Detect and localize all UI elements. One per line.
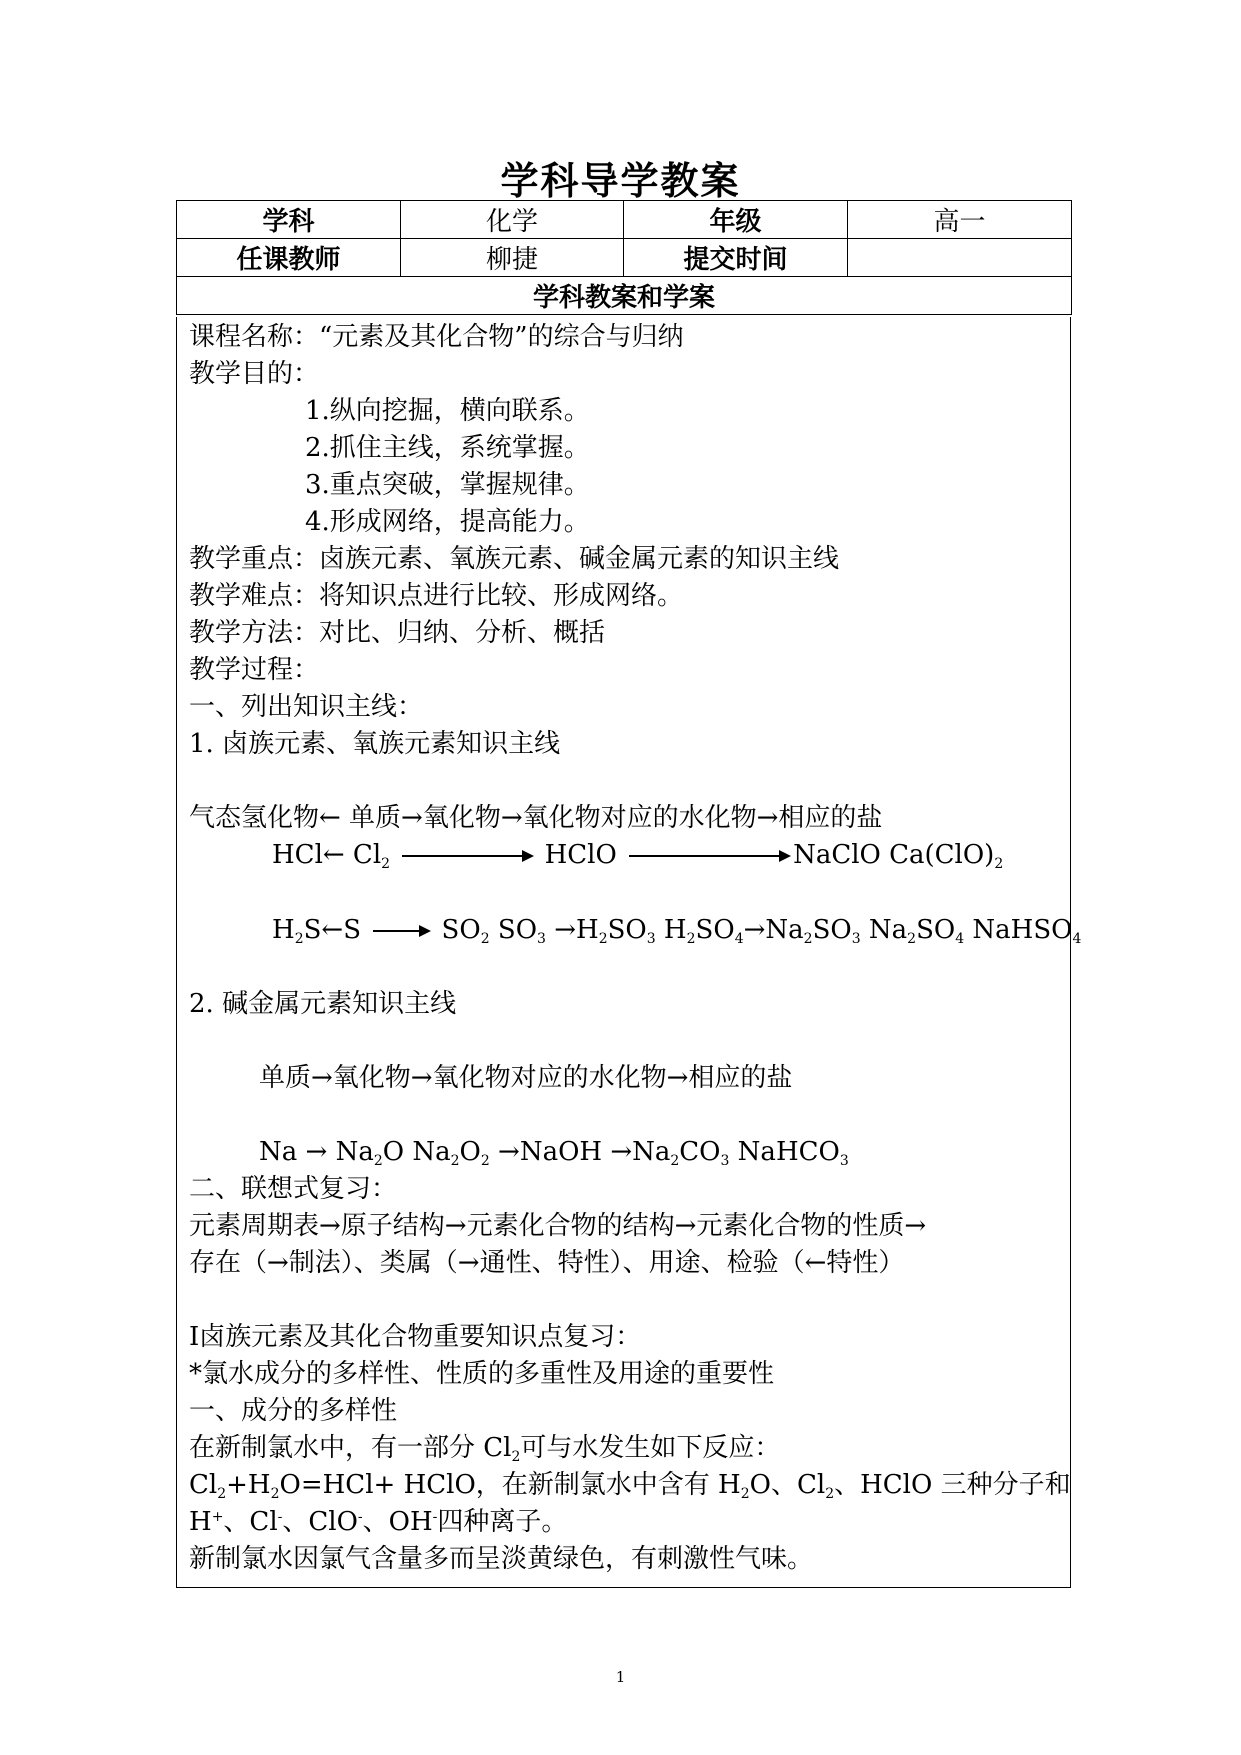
- three-molecules: 三种分子和: [940, 1470, 1071, 1500]
- new-water-prefix: 在新制氯水中，有一部分: [189, 1433, 476, 1463]
- section-1-heading: 一、列出知识主线：: [189, 692, 424, 722]
- ions-line: H+、Cl-、ClO-、OH-四种离子。: [189, 1507, 568, 1537]
- goal-item-2: 2.抓住主线，系统掌握。: [305, 433, 590, 463]
- goals-label: 教学目的：: [189, 359, 320, 389]
- section-header: 学科教案和学案: [177, 277, 1072, 315]
- submit-time-value: [848, 239, 1072, 277]
- chlorine-water-note: *氯水成分的多样性、性质的多重性及用途的重要性: [189, 1359, 775, 1389]
- lesson-content: [176, 317, 1082, 1588]
- diversity-heading: 一、成分的多样性: [189, 1396, 398, 1426]
- equation-tail: ，在新制氯水中含有: [475, 1470, 710, 1500]
- four-ions: 四种离子。: [437, 1507, 568, 1537]
- arrow-icon: [402, 855, 532, 857]
- association-line-1: 元素周期表→原子结构→元素化合物的结构→元素化合物的性质→: [189, 1211, 927, 1241]
- association-line-2: 存在（→制法）、类属（→通性、特性）、用途、检验（←特性）: [189, 1248, 905, 1278]
- page-number: 1: [615, 1668, 626, 1686]
- info-row-teacher: [177, 239, 1072, 277]
- new-chlorine-water-line: 在新制氯水中，有一部分 $Cl_2$可与水发生如下反应：: [189, 1433, 781, 1465]
- alkali-heading: 2. 碱金属元素知识主线: [189, 989, 457, 1019]
- chain-diagram-text: 气态氢化物← 单质→氧化物→氧化物对应的水化物→相应的盐: [189, 803, 883, 833]
- halogen-heading: 1. 卤族元素、氧族元素知识主线: [189, 729, 561, 759]
- info-table: [176, 200, 1072, 315]
- chlorine-chain: HCl← $Cl_2$ HClO NaClO $Ca(ClO)_2$: [272, 840, 1004, 872]
- section-header-row: [177, 277, 1072, 315]
- goal-item-3: 3.重点突破，掌握规律。: [305, 470, 590, 500]
- submit-time-label: 提交时间: [624, 239, 848, 277]
- course-name: 课程名称：“元素及其化合物”的综合与归纳: [189, 322, 684, 352]
- info-row-subject: [177, 201, 1072, 239]
- sodium-chain: $Na \to Na_2O$ $Na_2O_2$ →NaOH $\to Na_2CO_3$ NaHCO$_3$: [259, 1137, 849, 1169]
- teacher-label: 任课教师: [177, 239, 401, 277]
- section-2-heading: 二、联想式复习：: [189, 1174, 398, 1204]
- sulfur-chain: $H_2S\leftarrow S$ $SO_2$ $SO_3 \to H_2SO_3$ $H_2SO_4\to Na_2SO_3$ $Na_2SO_4$ NaHSO$_4$: [272, 915, 1082, 947]
- grade-label: 年级: [624, 201, 848, 239]
- process-label: 教学过程：: [189, 655, 320, 685]
- key-points: 教学重点：卤族元素、氧族元素、碱金属元素的知识主线: [189, 544, 840, 574]
- teacher-value: 柳捷: [401, 239, 624, 277]
- grade-value: 高一: [848, 201, 1072, 239]
- arrow-icon: [373, 930, 429, 932]
- subject-value: 化学: [401, 201, 624, 239]
- methods: 教学方法：对比、归纳、分析、概括: [189, 618, 606, 648]
- subject-label: 学科: [177, 201, 401, 239]
- goal-item-1: 1.纵向挖掘，横向联系。: [305, 396, 590, 426]
- new-water-suffix: 可与水发生如下反应：: [520, 1433, 781, 1463]
- alkali-chain-text: 单质→氧化物→氧化物对应的水化物→相应的盐: [259, 1063, 793, 1093]
- goal-item-4: 4.形成网络，提高能力。: [305, 507, 590, 537]
- halogen-review-heading: Ⅰ卤族元素及其化合物重要知识点复习：: [189, 1322, 642, 1352]
- reaction-equation-line: $Cl_2+H_2O=HCl+$ HClO，在新制氯水中含有 $H_2O$、$Cl_2$、HClO 三种分子和: [189, 1470, 1071, 1502]
- page-title: 学科导学教案: [500, 159, 741, 203]
- arrow-icon: [629, 855, 789, 857]
- difficulties: 教学难点：将知识点进行比较、形成网络。: [189, 581, 684, 611]
- color-line: 新制氯水因氯气含量多而呈淡黄绿色，有刺激性气味。: [189, 1544, 814, 1574]
